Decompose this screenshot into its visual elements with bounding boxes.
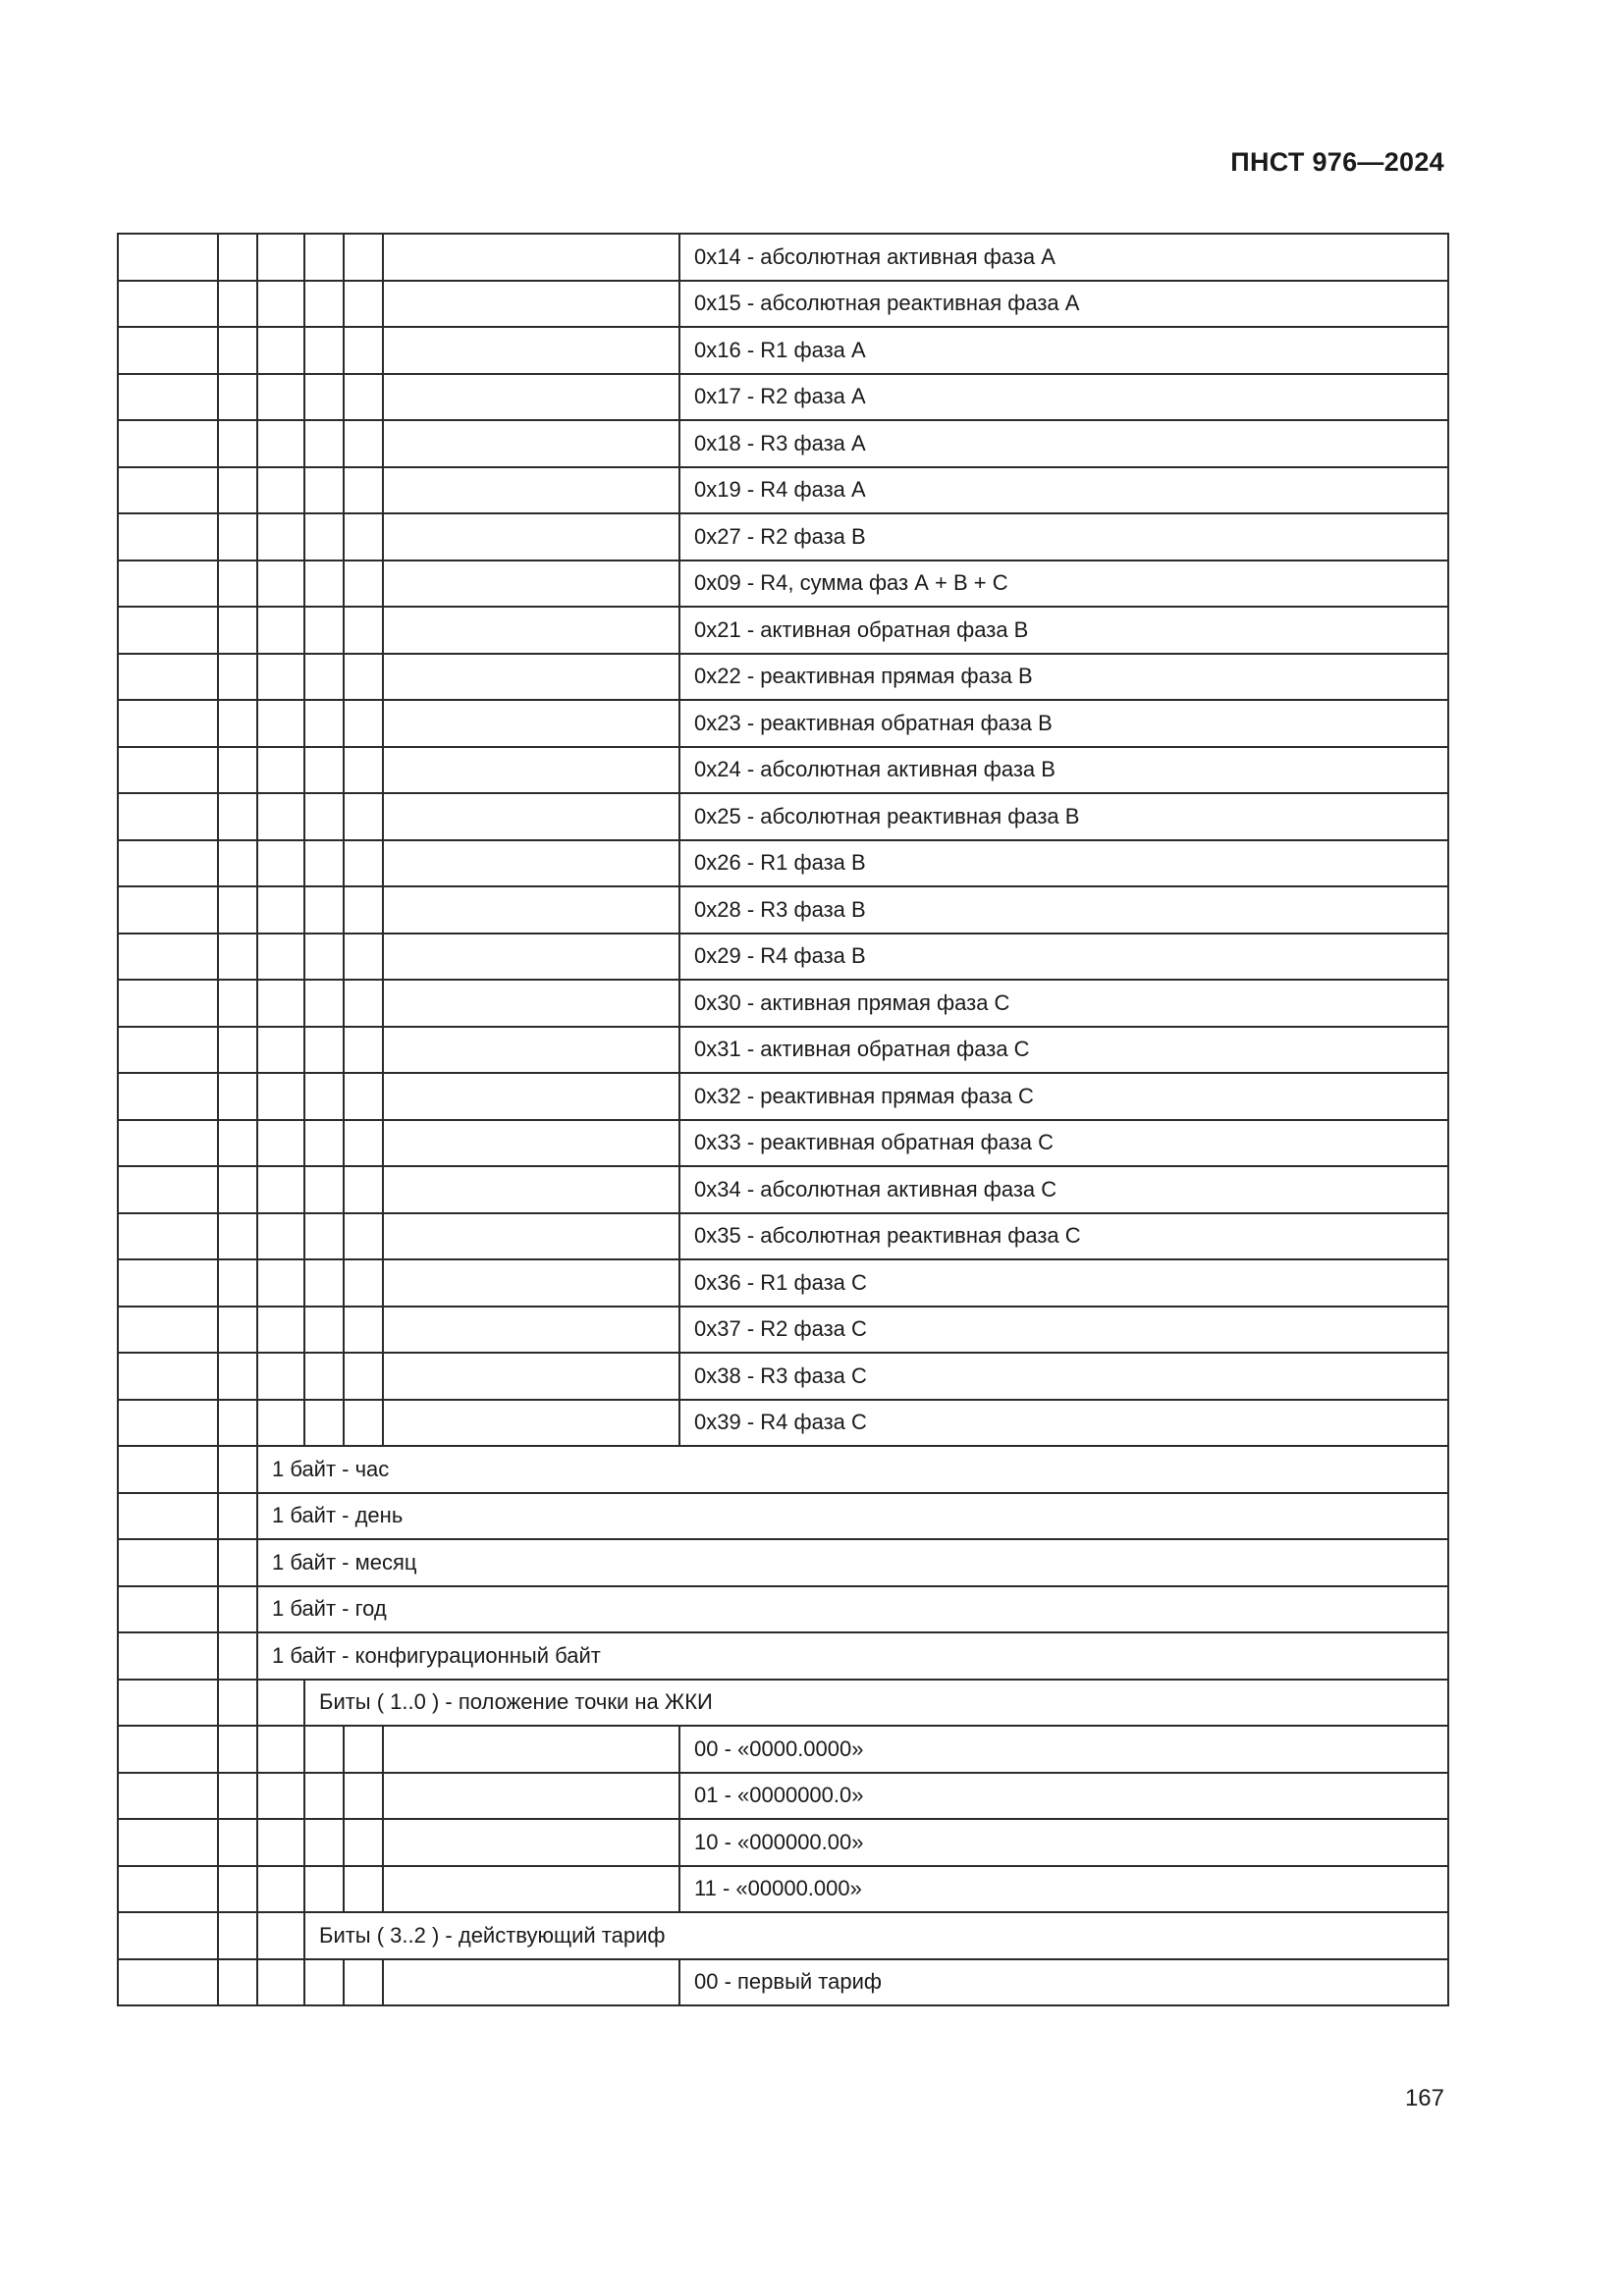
row-text-cell: 1 байт - год <box>257 1586 1448 1633</box>
empty-cell <box>118 1307 218 1354</box>
empty-cell <box>218 1726 257 1773</box>
row-text-cell: 10 - «000000.00» <box>679 1819 1448 1866</box>
row-text-cell: 0x18 - R3 фаза А <box>679 420 1448 467</box>
row-text-cell: 0x16 - R1 фаза А <box>679 327 1448 374</box>
value-row <box>118 374 1448 421</box>
empty-cell <box>383 467 679 514</box>
empty-cell <box>118 934 218 981</box>
empty-cell <box>218 1959 257 2006</box>
empty-cell <box>118 1539 218 1586</box>
empty-cell <box>383 1166 679 1213</box>
empty-cell <box>304 1166 344 1213</box>
empty-cell <box>257 1166 304 1213</box>
empty-cell <box>304 1819 344 1866</box>
empty-cell <box>383 840 679 887</box>
empty-cell <box>304 654 344 701</box>
row-text-cell: 1 байт - час <box>257 1446 1448 1493</box>
empty-cell <box>344 467 383 514</box>
value-row <box>118 607 1448 654</box>
empty-cell <box>304 281 344 328</box>
value-row <box>118 654 1448 701</box>
empty-cell <box>218 1353 257 1400</box>
empty-cell <box>218 1446 257 1493</box>
empty-cell <box>218 1307 257 1354</box>
row-text-cell: 0x24 - абсолютная активная фаза В <box>679 747 1448 794</box>
value-row <box>118 1120 1448 1167</box>
empty-cell <box>304 840 344 887</box>
empty-cell <box>257 234 304 281</box>
empty-cell <box>257 281 304 328</box>
empty-cell <box>257 1120 304 1167</box>
empty-cell <box>257 654 304 701</box>
empty-cell <box>383 561 679 608</box>
empty-cell <box>304 374 344 421</box>
empty-cell <box>383 1819 679 1866</box>
row-text-cell: 1 байт - день <box>257 1493 1448 1540</box>
empty-cell <box>344 793 383 840</box>
empty-cell <box>257 1912 304 1959</box>
byte-row <box>118 1493 1448 1540</box>
empty-cell <box>118 234 218 281</box>
empty-cell <box>218 886 257 934</box>
empty-cell <box>304 513 344 561</box>
empty-cell <box>257 607 304 654</box>
value-row <box>118 513 1448 561</box>
empty-cell <box>304 1073 344 1120</box>
value-row <box>118 1213 1448 1260</box>
empty-cell <box>344 1120 383 1167</box>
empty-cell <box>257 1027 304 1074</box>
empty-cell <box>118 654 218 701</box>
empty-cell <box>218 1493 257 1540</box>
bit-value-row <box>118 1726 1448 1773</box>
row-text-cell: 01 - «0000000.0» <box>679 1773 1448 1820</box>
value-row <box>118 1027 1448 1074</box>
value-row <box>118 793 1448 840</box>
empty-cell <box>304 420 344 467</box>
empty-cell <box>118 1819 218 1866</box>
empty-cell <box>118 747 218 794</box>
byte-row <box>118 1586 1448 1633</box>
empty-cell <box>118 1213 218 1260</box>
empty-cell <box>118 886 218 934</box>
document-id-header: ПНСТ 976—2024 <box>1230 147 1444 177</box>
empty-cell <box>218 840 257 887</box>
empty-cell <box>118 1959 218 2006</box>
empty-cell <box>257 1819 304 1866</box>
empty-cell <box>344 607 383 654</box>
empty-cell <box>383 1959 679 2006</box>
byte-row <box>118 1539 1448 1586</box>
value-row <box>118 840 1448 887</box>
empty-cell <box>383 980 679 1027</box>
empty-cell <box>118 374 218 421</box>
empty-cell <box>304 1866 344 1913</box>
empty-cell <box>118 1632 218 1680</box>
value-row <box>118 1400 1448 1447</box>
empty-cell <box>257 513 304 561</box>
empty-cell <box>257 1213 304 1260</box>
bits-row <box>118 1912 1448 1959</box>
value-row <box>118 934 1448 981</box>
row-text-cell: 11 - «00000.000» <box>679 1866 1448 1913</box>
empty-cell <box>257 1959 304 2006</box>
row-text-cell: Биты ( 3..2 ) - действующий тариф <box>304 1912 1448 1959</box>
empty-cell <box>118 327 218 374</box>
row-text-cell: 0x26 - R1 фаза В <box>679 840 1448 887</box>
empty-cell <box>118 607 218 654</box>
empty-cell <box>304 700 344 747</box>
empty-cell <box>304 1307 344 1354</box>
empty-cell <box>383 654 679 701</box>
empty-cell <box>344 513 383 561</box>
empty-cell <box>118 1912 218 1959</box>
empty-cell <box>118 1586 218 1633</box>
empty-cell <box>344 234 383 281</box>
row-text-cell: 0x37 - R2 фаза С <box>679 1307 1448 1354</box>
empty-cell <box>218 1773 257 1820</box>
empty-cell <box>218 1632 257 1680</box>
empty-cell <box>383 420 679 467</box>
value-row <box>118 1166 1448 1213</box>
value-row <box>118 747 1448 794</box>
empty-cell <box>383 607 679 654</box>
empty-cell <box>218 1539 257 1586</box>
empty-cell <box>118 1866 218 1913</box>
row-text-cell: 0x31 - активная обратная фаза С <box>679 1027 1448 1074</box>
empty-cell <box>218 1213 257 1260</box>
empty-cell <box>304 793 344 840</box>
empty-cell <box>344 934 383 981</box>
empty-cell <box>218 980 257 1027</box>
empty-cell <box>383 1866 679 1913</box>
row-text-cell: 0x30 - активная прямая фаза С <box>679 980 1448 1027</box>
empty-cell <box>218 654 257 701</box>
empty-cell <box>257 1866 304 1913</box>
empty-cell <box>257 934 304 981</box>
empty-cell <box>344 374 383 421</box>
empty-cell <box>257 793 304 840</box>
spec-table-body <box>118 234 1448 2005</box>
row-text-cell: 00 - первый тариф <box>679 1959 1448 2006</box>
empty-cell <box>344 1353 383 1400</box>
row-text-cell: 0x19 - R4 фаза А <box>679 467 1448 514</box>
empty-cell <box>304 1120 344 1167</box>
empty-cell <box>344 700 383 747</box>
empty-cell <box>118 281 218 328</box>
empty-cell <box>304 1400 344 1447</box>
empty-cell <box>383 1400 679 1447</box>
empty-cell <box>218 1027 257 1074</box>
empty-cell <box>218 1400 257 1447</box>
empty-cell <box>218 234 257 281</box>
row-text-cell: 0x25 - абсолютная реактивная фаза В <box>679 793 1448 840</box>
empty-cell <box>118 1680 218 1727</box>
empty-cell <box>344 561 383 608</box>
empty-cell <box>257 420 304 467</box>
empty-cell <box>218 513 257 561</box>
empty-cell <box>383 700 679 747</box>
byte-row <box>118 1632 1448 1680</box>
value-row <box>118 1073 1448 1120</box>
empty-cell <box>118 980 218 1027</box>
empty-cell <box>304 1259 344 1307</box>
row-text-cell: 0x09 - R4, сумма фаз А + В + С <box>679 561 1448 608</box>
empty-cell <box>383 793 679 840</box>
empty-cell <box>118 1446 218 1493</box>
empty-cell <box>304 467 344 514</box>
empty-cell <box>118 1120 218 1167</box>
empty-cell <box>218 1819 257 1866</box>
row-text-cell: 0x35 - абсолютная реактивная фаза С <box>679 1213 1448 1260</box>
empty-cell <box>218 747 257 794</box>
row-text-cell: 1 байт - конфигурационный байт <box>257 1632 1448 1680</box>
empty-cell <box>304 1773 344 1820</box>
row-text-cell: 0x21 - активная обратная фаза В <box>679 607 1448 654</box>
value-row <box>118 1353 1448 1400</box>
empty-cell <box>383 1307 679 1354</box>
row-text-cell: 0x22 - реактивная прямая фаза В <box>679 654 1448 701</box>
empty-cell <box>218 420 257 467</box>
empty-cell <box>383 1027 679 1074</box>
empty-cell <box>118 1400 218 1447</box>
empty-cell <box>118 1073 218 1120</box>
empty-cell <box>257 1680 304 1727</box>
bit-value-row <box>118 1773 1448 1820</box>
row-text-cell: 0x15 - абсолютная реактивная фаза А <box>679 281 1448 328</box>
row-text-cell: 0x34 - абсолютная активная фаза С <box>679 1166 1448 1213</box>
empty-cell <box>118 1166 218 1213</box>
empty-cell <box>257 1307 304 1354</box>
empty-cell <box>257 1400 304 1447</box>
empty-cell <box>118 1259 218 1307</box>
empty-cell <box>118 793 218 840</box>
empty-cell <box>118 513 218 561</box>
empty-cell <box>257 374 304 421</box>
empty-cell <box>257 1259 304 1307</box>
value-row <box>118 467 1448 514</box>
empty-cell <box>344 1866 383 1913</box>
row-text-cell: 1 байт - месяц <box>257 1539 1448 1586</box>
empty-cell <box>118 1353 218 1400</box>
bits-row <box>118 1680 1448 1727</box>
empty-cell <box>344 654 383 701</box>
empty-cell <box>118 1726 218 1773</box>
empty-cell <box>218 1680 257 1727</box>
empty-cell <box>257 747 304 794</box>
empty-cell <box>218 793 257 840</box>
empty-cell <box>383 281 679 328</box>
empty-cell <box>118 1773 218 1820</box>
row-text-cell: 0x36 - R1 фаза С <box>679 1259 1448 1307</box>
empty-cell <box>344 1400 383 1447</box>
page-number: 167 <box>1404 2085 1444 2111</box>
empty-cell <box>257 467 304 514</box>
empty-cell <box>304 1353 344 1400</box>
empty-cell <box>383 747 679 794</box>
empty-cell <box>304 980 344 1027</box>
empty-cell <box>344 1259 383 1307</box>
empty-cell <box>304 1959 344 2006</box>
empty-cell <box>218 561 257 608</box>
value-row <box>118 561 1448 608</box>
empty-cell <box>218 1166 257 1213</box>
empty-cell <box>304 934 344 981</box>
empty-cell <box>304 886 344 934</box>
empty-cell <box>218 281 257 328</box>
empty-cell <box>344 1027 383 1074</box>
empty-cell <box>383 234 679 281</box>
empty-cell <box>344 747 383 794</box>
empty-cell <box>383 1073 679 1120</box>
empty-cell <box>383 327 679 374</box>
empty-cell <box>257 1073 304 1120</box>
row-text-cell: 0x32 - реактивная прямая фаза С <box>679 1073 1448 1120</box>
value-row <box>118 700 1448 747</box>
empty-cell <box>257 1773 304 1820</box>
empty-cell <box>304 327 344 374</box>
empty-cell <box>218 1866 257 1913</box>
empty-cell <box>257 700 304 747</box>
row-text-cell: 0x39 - R4 фаза С <box>679 1400 1448 1447</box>
empty-cell <box>257 886 304 934</box>
empty-cell <box>344 840 383 887</box>
value-row <box>118 327 1448 374</box>
empty-cell <box>344 1726 383 1773</box>
empty-cell <box>304 607 344 654</box>
empty-cell <box>383 1353 679 1400</box>
empty-cell <box>218 1912 257 1959</box>
empty-cell <box>383 1259 679 1307</box>
empty-cell <box>118 700 218 747</box>
empty-cell <box>383 886 679 934</box>
bit-value-row <box>118 1959 1448 2006</box>
empty-cell <box>344 980 383 1027</box>
empty-cell <box>344 1166 383 1213</box>
row-text-cell: 00 - «0000.0000» <box>679 1726 1448 1773</box>
value-row <box>118 1307 1448 1354</box>
empty-cell <box>257 561 304 608</box>
empty-cell <box>118 840 218 887</box>
value-row <box>118 1259 1448 1307</box>
empty-cell <box>383 374 679 421</box>
row-text-cell: 0x27 - R2 фаза В <box>679 513 1448 561</box>
empty-cell <box>218 1259 257 1307</box>
row-text-cell: Биты ( 1..0 ) - положение точки на ЖКИ <box>304 1680 1448 1727</box>
byte-row <box>118 1446 1448 1493</box>
spec-table <box>117 233 1449 2006</box>
empty-cell <box>218 327 257 374</box>
empty-cell <box>344 1307 383 1354</box>
empty-cell <box>304 747 344 794</box>
bit-value-row <box>118 1866 1448 1913</box>
empty-cell <box>218 467 257 514</box>
empty-cell <box>257 980 304 1027</box>
empty-cell <box>218 607 257 654</box>
empty-cell <box>344 886 383 934</box>
value-row <box>118 420 1448 467</box>
empty-cell <box>118 561 218 608</box>
row-text-cell: 0x28 - R3 фаза В <box>679 886 1448 934</box>
empty-cell <box>118 1027 218 1074</box>
empty-cell <box>344 1959 383 2006</box>
empty-cell <box>344 420 383 467</box>
empty-cell <box>257 1353 304 1400</box>
value-row <box>118 281 1448 328</box>
empty-cell <box>383 513 679 561</box>
empty-cell <box>344 327 383 374</box>
empty-cell <box>304 561 344 608</box>
empty-cell <box>383 934 679 981</box>
empty-cell <box>257 327 304 374</box>
empty-cell <box>344 1819 383 1866</box>
empty-cell <box>118 1493 218 1540</box>
row-text-cell: 0x17 - R2 фаза А <box>679 374 1448 421</box>
empty-cell <box>118 420 218 467</box>
empty-cell <box>218 934 257 981</box>
empty-cell <box>218 1073 257 1120</box>
empty-cell <box>218 1586 257 1633</box>
bit-value-row <box>118 1819 1448 1866</box>
empty-cell <box>344 281 383 328</box>
empty-cell <box>218 374 257 421</box>
empty-cell <box>218 700 257 747</box>
row-text-cell: 0x33 - реактивная обратная фаза С <box>679 1120 1448 1167</box>
empty-cell <box>218 1120 257 1167</box>
empty-cell <box>304 1726 344 1773</box>
empty-cell <box>383 1726 679 1773</box>
value-row <box>118 980 1448 1027</box>
empty-cell <box>344 1073 383 1120</box>
value-row <box>118 886 1448 934</box>
empty-cell <box>383 1120 679 1167</box>
row-text-cell: 0x29 - R4 фаза В <box>679 934 1448 981</box>
empty-cell <box>118 467 218 514</box>
row-text-cell: 0x14 - абсолютная активная фаза А <box>679 234 1448 281</box>
empty-cell <box>257 840 304 887</box>
empty-cell <box>257 1726 304 1773</box>
value-row <box>118 234 1448 281</box>
empty-cell <box>383 1773 679 1820</box>
empty-cell <box>304 234 344 281</box>
empty-cell <box>383 1213 679 1260</box>
empty-cell <box>304 1213 344 1260</box>
row-text-cell: 0x38 - R3 фаза С <box>679 1353 1448 1400</box>
empty-cell <box>344 1213 383 1260</box>
empty-cell <box>304 1027 344 1074</box>
empty-cell <box>344 1773 383 1820</box>
row-text-cell: 0x23 - реактивная обратная фаза В <box>679 700 1448 747</box>
